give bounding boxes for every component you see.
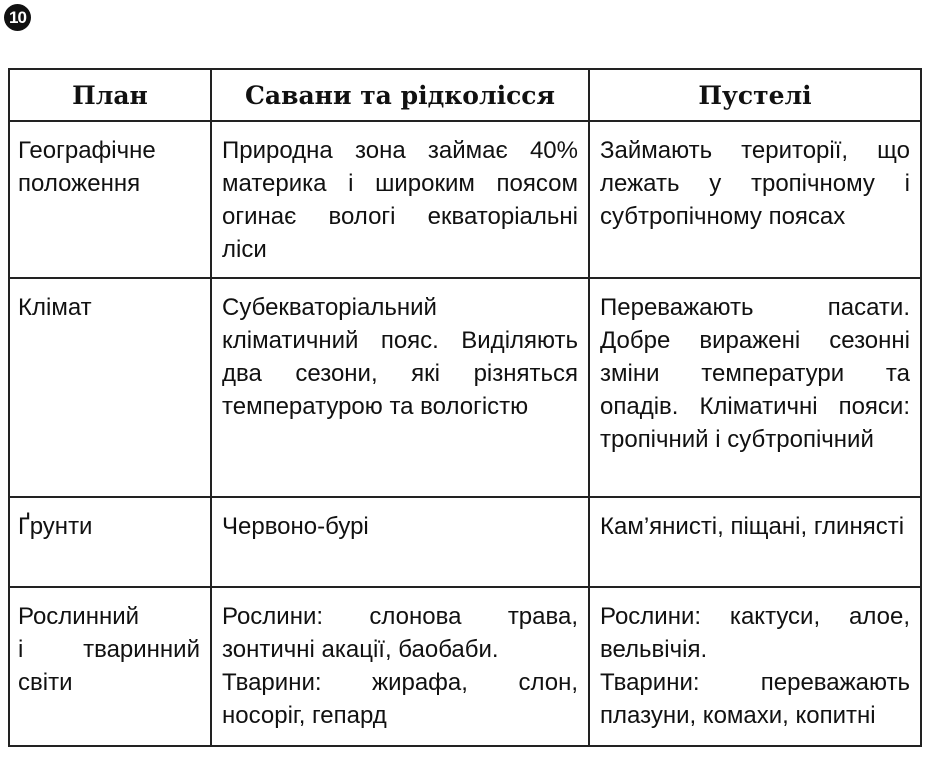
plan-label-line: і тваринний — [18, 636, 200, 663]
desert-plants-text: Рослини: кактуси, алое, вельвічія. — [600, 603, 910, 663]
savanna-cell — [211, 587, 589, 746]
savanna-cell: Природна зона займає 40% материка і широким поясом огинає вологі екваторіальні ліси — [211, 121, 589, 278]
savanna-plants-text: Рослини: слонова трава, зонтичні акації, баобаби. — [222, 603, 578, 663]
header-savanna: Савани та рідколісся — [211, 69, 589, 121]
plan-label-line: Географічне — [18, 137, 156, 164]
table-row — [9, 278, 921, 497]
desert-cell: Переважають пасати. Добре виражені сезонні зміни температури та опадів. Кліматичні пояси: тропічний і субтропічний — [589, 278, 921, 497]
table-row — [9, 497, 921, 587]
desert-cell: Займають території, що лежать у тропічному і субтропічному поясах — [589, 121, 921, 278]
savanna-animals-text: Тварини: жирафа, слон, носоріг, гепард — [222, 669, 578, 729]
plan-label-line: Клімат — [18, 294, 92, 321]
table-header-row — [9, 69, 921, 121]
plan-label-line: положення — [18, 170, 141, 197]
savanna-cell: Червоно-бурі — [211, 497, 589, 587]
plan-label-line: світи — [18, 669, 73, 696]
comparison-table — [8, 68, 922, 747]
plan-label-line: Рослинний — [18, 603, 140, 630]
header-plan: План — [9, 69, 211, 121]
desert-cell — [589, 587, 921, 746]
table-row — [9, 121, 921, 278]
desert-cell: Кам’янисті, піщані, глинясті — [589, 497, 921, 587]
desert-animals-text: Тварини: переважають плазуни, комахи, копитні — [600, 669, 910, 729]
plan-cell — [9, 587, 211, 746]
plan-label-line: Ґрунти — [18, 513, 93, 540]
task-number-badge: 10 — [4, 4, 31, 31]
plan-cell — [9, 121, 211, 278]
table-row — [9, 587, 921, 746]
plan-cell — [9, 278, 211, 497]
plan-cell — [9, 497, 211, 587]
header-desert: Пустелі — [589, 69, 921, 121]
savanna-cell: Субекваторіальний кліматичний пояс. Виділяють два сезони, які різняться температурою та вологістю — [211, 278, 589, 497]
